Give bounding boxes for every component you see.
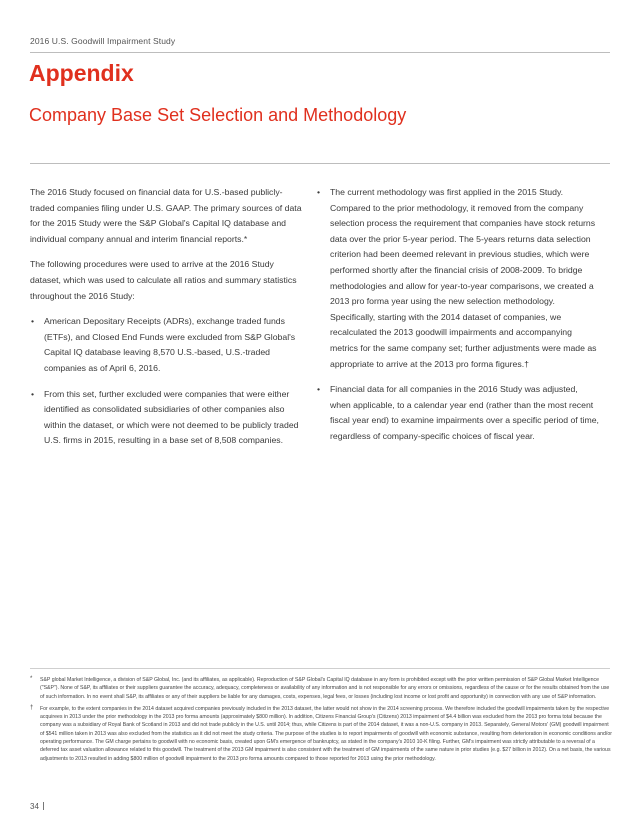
section-divider	[30, 163, 610, 164]
page-number-divider	[43, 802, 44, 810]
bullet-icon: •	[31, 316, 35, 327]
bullet-text: Financial data for all companies in the 2016 Study was adjusted, when applicable, to a calendar year end (rather than the most recent fiscal year end) to examine impairments over a specific period of time, regardless of company-specific choices of fiscal year.	[330, 384, 599, 441]
bullet-icon: •	[317, 384, 321, 395]
right-column	[316, 185, 600, 455]
footnotes	[30, 676, 612, 767]
header-divider	[30, 52, 610, 53]
bullet-text: From this set, further excluded were companies that were either identified as consolidated subsidiaries of other companies also within the dataset, or which were not deemed to be publicly traded U.S. firms in 2015, resulting in a base set of 8,508 companies.	[44, 388, 299, 446]
footnote-text: For example, to the extent companies in the 2014 dataset acquired companies previously included in the 2013 dataset, the latter would not show in the 2014 screening process. We therefore included the goodwill impairments taken by the respective acquirees in 2013 under the prior methodology in the 2013 pro forma amounts (approximately $800 million). In addition, Citizens Financial Group's (Citizens) 2013 impairment of $4.4 billion was excluded from the 2013 pro forma total because the company was a subsidiary of Royal Bank of Scotland in 2013 and did not trade publicly in the U.S. until 2014; thus, while Citizens is part of the 2014 dataset, it was a non-U.S. company in 2013. Separately, General Motors' (GM) goodwill impairment of $541 million taken in 2013 was also excluded from the statistics as it did not meet the study criteria. The purpose of the studies is to report impairments of goodwill with economic substance, resulting from deterioration in economic conditions and/or operating performance. The GM charge pertains to goodwill with no economic basis, created upon GM's emergence of bankruptcy, as stated in the company's 2010 10-K filing. Further, GM's impairment was strictly attributable to a reversal of a deferred tax asset valuation allowance related to this goodwill. The treatment of the 2013 GM impairment is also consistent with the treatment of GM impairments of the same nature in prior studies (e.g. $27 billion in 2012). On a net basis, the various adjustments to 2013 resulted in adding $800 million of goodwill impairment to the 2013 pro forma amounts compared to those reported for 2013 using the prior methodology.	[40, 705, 612, 762]
page-title: Appendix	[29, 60, 134, 86]
page-number	[30, 802, 44, 811]
procedures-paragraph: The following procedures were used to arrive at the 2016 Study dataset, which was used to calculate all ratios and summary statistics throughout the 2016 Study:	[30, 259, 297, 301]
right-bullet-list	[316, 185, 600, 445]
bullet-icon: •	[317, 187, 321, 197]
bullet-text: American Depositary Receipts (ADRs), exchange traded funds (ETFs), and Closed End Funds were excluded from S&P Global's Capital IQ database leaving 8,570 U.S.-based, U.S.-traded companies as of April 6, 2016.	[44, 316, 296, 373]
bullet-icon: •	[31, 388, 35, 399]
running-header: 2016 U.S. Goodwill Impairment Study	[30, 36, 176, 46]
intro-paragraph: The 2016 Study focused on financial data for U.S.-based publicly-traded companies filing under U.S. GAAP. The primary sources of data for the 2015 Study were the S&P Global's Capital IQ database and individual company annual and interim financial reports.*	[30, 187, 302, 244]
left-column	[30, 185, 304, 459]
footnote	[30, 705, 612, 763]
list-item	[30, 387, 304, 449]
footnote	[30, 676, 612, 701]
page-subtitle: Company Base Set Selection and Methodology	[29, 105, 407, 125]
left-bullet-list	[30, 314, 304, 449]
list-item	[30, 314, 304, 376]
footnote-text: S&P global Market Intelligence, a division of S&P Global, Inc. (and its affiliates, as applicable). Reproduction of S&P Global's Capital IQ database in any form is prohibited except with the prior written permission of S&P Global Market Intelligence ("S&P"). None of S&P, its affiliates or their suppliers guarantee the accuracy, adequacy, completeness or availability of any information and is not responsible for any errors or omissions, regardless of the cause or for the results obtained from the use of such information. In no event shall S&P, its affiliates or any of their suppliers be liable for any damages, costs, expenses, legal fees, or losses (including lost income or lost profit and opportunity) in connection with any use of S&P information.	[40, 677, 610, 700]
footnote-mark: *	[30, 676, 33, 682]
footnote-divider	[30, 668, 610, 669]
page-number-text: 34	[30, 802, 39, 811]
bullet-text: The current methodology was first applied in the 2015 Study. Compared to the prior methodology, it removed from the company selection process the requirement that companies have stock returns data over the prior 5-year period. The 5-years returns data selection criterion had been deemed relevant in previous studies, which were performed shortly after the financial crisis of 2008-2009. To bridge methodologies and allow for year-to-year comparisons, we created a 2013 pro forma year using the new selection methodology. Specifically, starting with the 2014 dataset of companies, we recalculated the 2013 goodwill impairments and accompanying metrics for the same company set; further adjustments were made as appropriate to arrive at the 2013 pro forma figures.†	[330, 187, 597, 369]
list-item	[316, 382, 600, 444]
footnote-mark: †	[30, 704, 34, 711]
list-item	[316, 185, 600, 372]
